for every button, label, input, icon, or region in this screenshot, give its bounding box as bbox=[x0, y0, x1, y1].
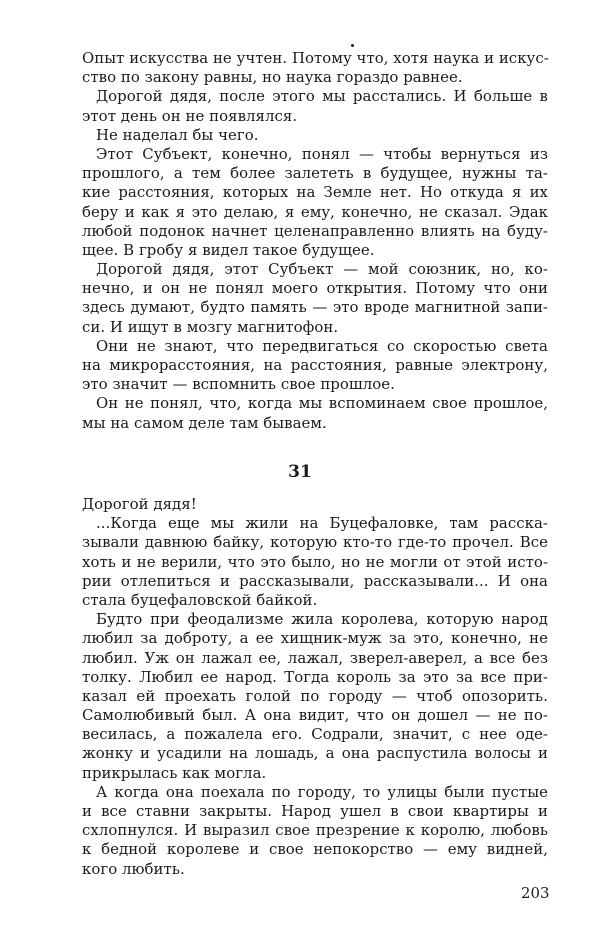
text-line: жонку и усадили на лошадь, а она распустила волосы и bbox=[82, 744, 548, 763]
text-line: рии отлепиться и рассказывали, рассказывали... И она bbox=[82, 571, 548, 590]
text-line: си. И ищут в мозгу магнитофон. bbox=[82, 317, 339, 336]
text-line: Этот Субъект, конечно, понял — чтобы вернуться из bbox=[96, 144, 548, 163]
text-line: казал ей проехать голой по городу — чтоб опозорить. bbox=[82, 686, 548, 705]
stray-ink-dot bbox=[351, 44, 354, 47]
text-line: хоть и не верили, что это было, но не могли от этой исто- bbox=[82, 552, 548, 571]
text-line: на микрорасстояния, на расстояния, равные электрону, bbox=[82, 356, 548, 374]
text-line: ...Когда еще мы жили на Буцефаловке, там расска- bbox=[96, 514, 548, 533]
text-block-bottom bbox=[82, 495, 548, 879]
text-line: толку. Любил ее народ. Тогда король за это за все при- bbox=[82, 667, 548, 686]
text-line: здесь думают, будто память — это вроде магнитной запи- bbox=[82, 298, 548, 317]
text-line: любил за доброту, а ее хищник-муж за это, конечно, не bbox=[82, 629, 548, 648]
text-line: это значит — вспомнить свое прошлое. bbox=[82, 375, 395, 394]
text-line: Будто при феодализме жила королева, которую народ bbox=[96, 610, 548, 629]
page-number: 203 bbox=[521, 884, 550, 902]
text-line: Не наделал бы чего. bbox=[96, 125, 259, 144]
text-line: кие расстояния, которых на Земле нет. Но откуда я их bbox=[82, 183, 548, 202]
text-line: беру и как я это делаю, я ему, конечно, не сказал. Эдак bbox=[82, 202, 548, 221]
text-line: Самолюбивый был. А она видит, что он дошел — не по- bbox=[82, 706, 548, 725]
text-line: ство по закону равны, но наука гораздо равнее. bbox=[82, 68, 463, 87]
text-line: стала буцефаловской байкой. bbox=[82, 590, 318, 609]
text-block-top bbox=[82, 49, 548, 433]
text-line: нечно, и он не понял моего открытия. Потому что они bbox=[82, 279, 548, 298]
text-line: любой подонок начнет целенаправленно влиять на буду- bbox=[82, 221, 548, 240]
text-line: Дорогой дядя, этот Субъект — мой союзник, но, ко- bbox=[96, 260, 548, 279]
text-line: Опыт искусства не учтен. Потому что, хотя наука и искус- bbox=[82, 49, 549, 67]
text-line: Они не знают, что передвигаться со скоростью света bbox=[96, 336, 548, 355]
text-line: и все ставни закрыты. Народ ушел в свои квартиры и bbox=[82, 802, 548, 820]
text-line: зывали давнюю байку, которую кто-то где-то прочел. Все bbox=[82, 533, 548, 552]
text-line: весилась, а пожалела его. Содрали, значит, с нее оде- bbox=[82, 725, 548, 744]
text-line: Он не понял, что, когда мы вспоминаем свое прошлое, bbox=[96, 394, 548, 413]
text-line: Дорогой дядя! bbox=[82, 495, 197, 513]
text-line: к бедной королеве и свое непокорство — ему видней, bbox=[82, 840, 548, 859]
text-line: любил. Уж он лажал ее, лажал, зверел-аверел, а все без bbox=[82, 648, 548, 667]
text-line: щее. В гробу я видел такое будущее. bbox=[82, 240, 375, 259]
text-line: схлопнулся. И выразил свое презрение к королю, любовь bbox=[82, 821, 548, 840]
text-line: кого любить. bbox=[82, 859, 185, 878]
text-line: прикрылась как могла. bbox=[82, 763, 267, 782]
text-line: этот день он не появлялся. bbox=[82, 106, 298, 125]
text-line: мы на самом деле там бываем. bbox=[82, 413, 327, 432]
chapter-number: 31 bbox=[288, 462, 312, 482]
text-line: прошлого, а тем более залететь в будущее, нужны та- bbox=[82, 164, 548, 183]
text-line: А когда она поехала по городу, то улицы были пустые bbox=[96, 782, 548, 801]
text-line: Дорогой дядя, после этого мы расстались. И больше в bbox=[96, 87, 548, 106]
